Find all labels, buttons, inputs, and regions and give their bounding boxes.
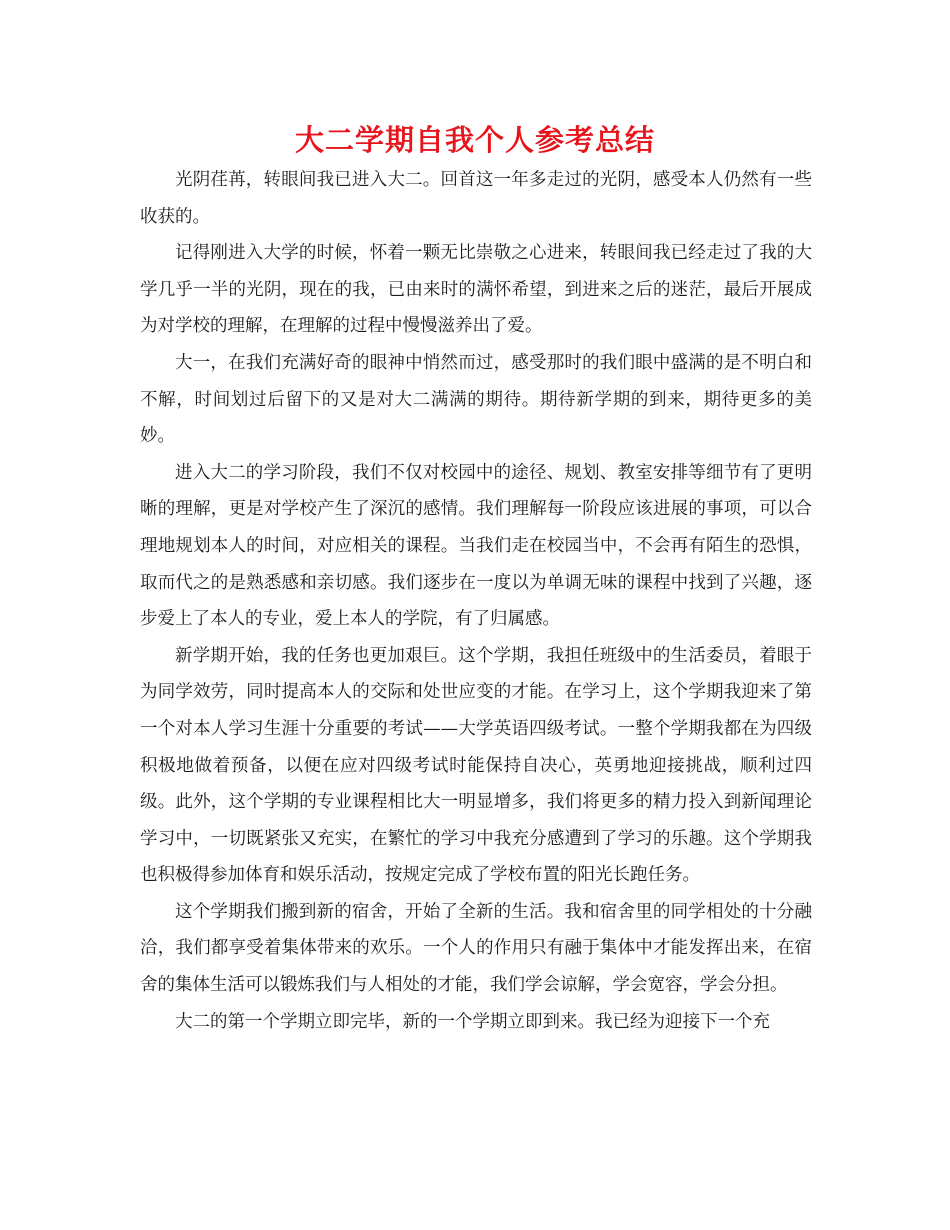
paragraph: 记得刚进入大学的时候，怀着一颗无比崇敬之心进来，转眼间我已经走过了我的大学几乎一半的光阴，现在的我，已由来时的满怀希望，到进来之后的迷茫，最后开展成为对学校的理解，在理解的过程中慢慢滋养出了爱。 (140, 243, 812, 337)
paragraph: 大二的第一个学期立即完毕，新的一个学期立即到来。我已经为迎接下一个充 (175, 1011, 770, 1032)
document-body (140, 162, 812, 1040)
paragraph: 大一，在我们充满好奇的眼神中悄然而过，感受那时的我们眼中盛满的是不明白和不解，时间划过后留下的又是对大二满满的期待。期待新学期的到来，期待更多的美妙。 (140, 352, 812, 447)
paragraph: 进入大二的学习阶段，我们不仅对校园中的途径、规划、教室安排等细节有了更明晰的理解，更是对学校产生了深沉的感情。我们理解每一阶段应该进展的事项，可以合理地规划本人的时间，对应相关的课程。当我们走在校园当中，不会再有陌生的恐惧，取而代之的是熟悉感和亲切感。我们逐步在一度以为单调无味的课程中找到了兴趣，逐步爱上了本人的专业，爱上本人的学院，有了归属感。 (140, 462, 812, 630)
document-title: 大二学期自我个人参考总结 (294, 123, 655, 157)
paragraph: 光阴荏苒，转眼间我已进入大二。回首这一年多走过的光阴，感受本人仍然有一些收获的。 (140, 170, 812, 227)
paragraph: 新学期开始，我的任务也更加艰巨。这个学期，我担任班级中的生活委员，着眼于为同学效劳，同时提高本人的交际和处世应变的才能。在学习上，这个学期我迎来了第一个对本人学习生涯十分重要的考试——大学英语四级考试。一整个学期我都在为四级积极地做着预备，以便在应对四级考试时能保持自决心，英勇地迎接挑战，顺利过四级。此外，这个学期的专业课程相比大一明显增多，我们将更多的精力投入到新闻理论学习中，一切既紧张又充实，在繁忙的学习中我充分感遭到了学习的乐趣。这个学期我也积极得参加体育和娱乐活动，按规定完成了学校布置的阳光长跑任务。 (140, 645, 812, 886)
paragraph: 这个学期我们搬到新的宿舍，开始了全新的生活。我和宿舍里的同学相处的十分融洽，我们都享受着集体带来的欢乐。一个人的作用只有融于集体中才能发挥出来，在宿舍的集体生活可以锻炼我们与人相处的才能，我们学会谅解，学会宽容，学会分担。 (140, 901, 812, 996)
